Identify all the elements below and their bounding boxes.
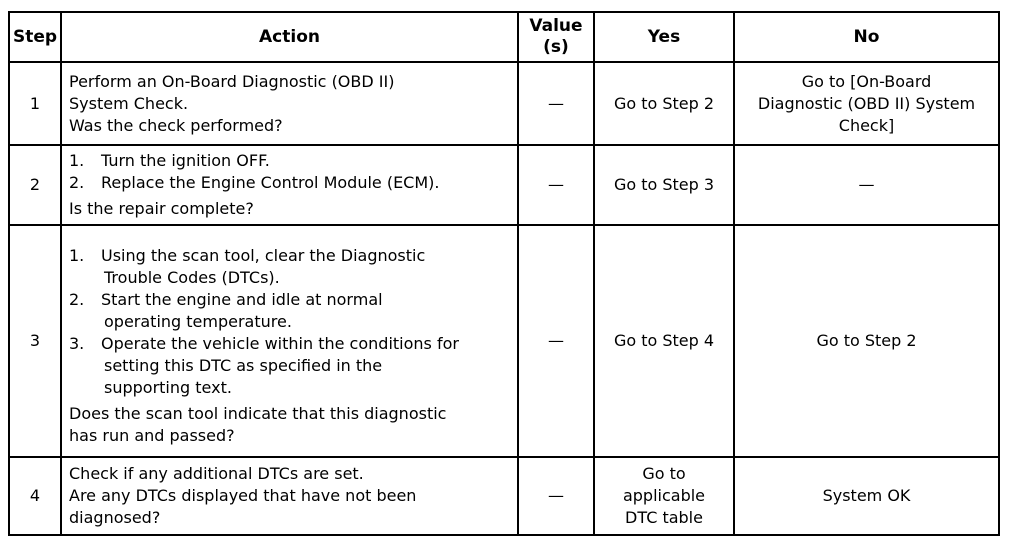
yes-cell: Go to Step 3 xyxy=(594,145,734,225)
action-question: has run and passed? xyxy=(69,426,235,445)
yes-line: DTC table xyxy=(625,508,703,527)
list-item xyxy=(69,245,513,289)
action-question: Was the check performed? xyxy=(69,115,283,135)
list-item xyxy=(69,289,513,333)
list-text: Start the engine and idle at normal xyxy=(101,290,383,309)
action-cell xyxy=(61,457,518,535)
value-cell: — xyxy=(518,145,594,225)
action-line: Perform an On-Board Diagnostic (OBD II) xyxy=(69,71,395,91)
no-line: Check] xyxy=(838,115,895,135)
list-number: 1. xyxy=(69,246,85,265)
action-cell xyxy=(61,145,518,225)
list-text: Using the scan tool, clear the Diagnostic xyxy=(101,246,426,265)
yes-cell xyxy=(594,457,734,535)
action-line: Check if any additional DTCs are set. xyxy=(69,464,364,483)
yes-line: applicable xyxy=(622,486,706,505)
list-text-cont: Trouble Codes (DTCs). xyxy=(104,268,280,287)
table-row xyxy=(9,457,999,535)
no-cell: System OK xyxy=(734,457,999,535)
action-question: diagnosed? xyxy=(69,508,161,527)
list-item xyxy=(69,150,513,172)
no-cell: — xyxy=(734,145,999,225)
step-cell: 4 xyxy=(9,457,61,535)
yes-cell: Go to Step 4 xyxy=(594,225,734,457)
header-value-label: Value (s) xyxy=(529,16,583,57)
action-question: Does the scan tool indicate that this diagnostic xyxy=(69,404,447,423)
header-action: Action xyxy=(61,12,518,62)
no-line: Diagnostic (OBD II) System xyxy=(757,93,976,113)
header-no: No xyxy=(734,12,999,62)
diagnostic-table xyxy=(8,11,1000,536)
list-number: 1. xyxy=(69,151,85,170)
list-text-cont: setting this DTC as specified in the xyxy=(104,356,383,375)
yes-line: Go to xyxy=(642,464,686,483)
list-text-cont: supporting text. xyxy=(104,378,232,397)
list-item xyxy=(69,333,513,399)
action-list xyxy=(69,235,513,447)
header-step: Step xyxy=(9,12,61,62)
table-row xyxy=(9,225,999,457)
action-cell xyxy=(61,225,518,457)
action-line: System Check. xyxy=(69,93,189,113)
list-number: 3. xyxy=(69,334,85,353)
list-text-cont: operating temperature. xyxy=(104,312,292,331)
table-row xyxy=(9,145,999,225)
header-value xyxy=(518,12,594,62)
action-question: Is the repair complete? xyxy=(69,199,254,218)
value-cell: — xyxy=(518,225,594,457)
list-text: Operate the vehicle within the conditions for xyxy=(101,334,459,353)
no-cell: Go to Step 2 xyxy=(734,225,999,457)
no-line: Go to [On-Board xyxy=(801,71,932,91)
step-cell: 3 xyxy=(9,225,61,457)
list-text: Turn the ignition OFF. xyxy=(101,151,270,170)
step-cell: 1 xyxy=(9,62,61,145)
list-text: Replace the Engine Control Module (ECM). xyxy=(101,173,440,192)
yes-cell: Go to Step 2 xyxy=(594,62,734,145)
table-row xyxy=(9,62,999,145)
step-cell: 2 xyxy=(9,145,61,225)
list-number: 2. xyxy=(69,173,85,192)
value-cell: — xyxy=(518,62,594,145)
list-item xyxy=(69,172,513,194)
action-cell xyxy=(61,62,518,145)
list-number: 2. xyxy=(69,290,85,309)
header-yes: Yes xyxy=(594,12,734,62)
no-cell xyxy=(734,62,999,145)
header-row xyxy=(9,12,999,62)
action-question: Are any DTCs displayed that have not been xyxy=(69,486,417,505)
value-cell: — xyxy=(518,457,594,535)
